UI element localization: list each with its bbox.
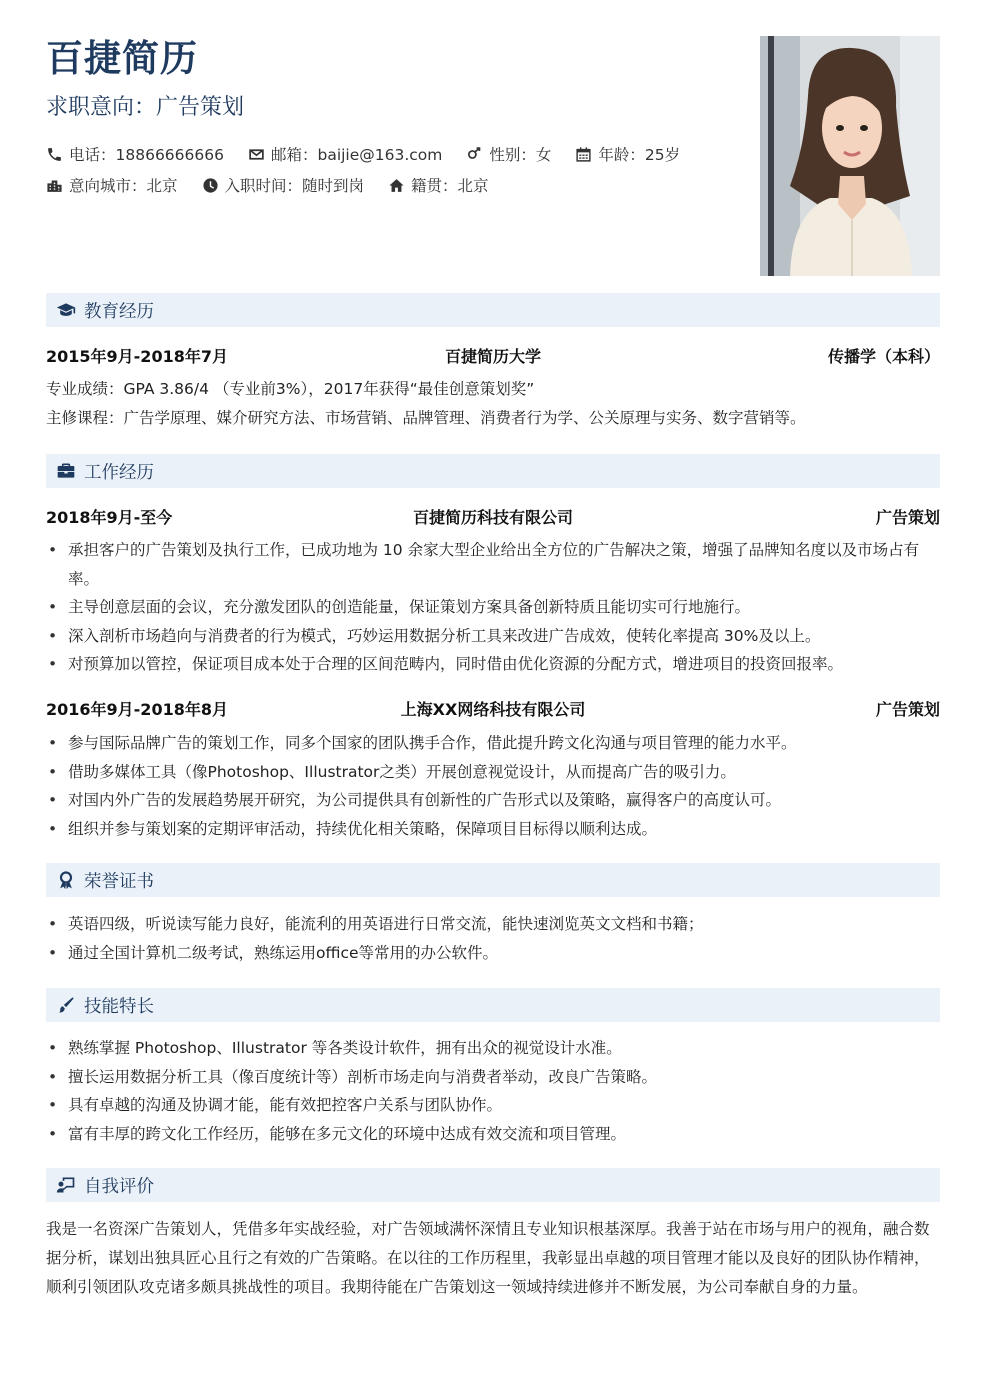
calendar-icon (575, 146, 592, 163)
list-item: • 组织并参与策划案的定期评审活动，持续优化相关策略，保障项目目标得以顺利达成。 (46, 815, 940, 844)
hometown-text: 籍贯：北京 (411, 177, 489, 195)
education-major: 传播学（本科） (827, 347, 940, 366)
profile-photo (760, 36, 940, 276)
job-company: 百捷简历科技有限公司 (412, 508, 573, 527)
education-courses: 主修课程：广告学原理、媒介研究方法、市场营销、品牌管理、消费者行为学、公关原理与实务、数字营销等。 (46, 409, 806, 427)
list-item: • 主导创意层面的会议，充分激发团队的创造能量，保证策划方案具备创新特质且能切实可行地施行。 (46, 593, 940, 622)
list-item: • 英语四级，听说读写能力良好，能流利的用英语进行日常交流，能快速浏览英文文档和书籍； (46, 910, 940, 939)
candidate-name: 百捷简历 (46, 37, 198, 80)
job-entry (46, 505, 940, 529)
section-work-title: 工作经历 (84, 462, 154, 483)
section-work-header (46, 454, 940, 488)
paintbrush-icon (56, 995, 76, 1015)
education-grades: 专业成绩：GPA 3.86/4 （专业前3%），2017年获得“最佳创意策划奖” (46, 380, 535, 398)
section-education-header (46, 293, 940, 327)
phone-icon (46, 146, 63, 163)
envelope-icon (248, 146, 265, 163)
job-bullets (46, 729, 940, 843)
list-item: • 富有丰厚的跨文化工作经历，能够在多元文化的环境中达成有效交流和项目管理。 (46, 1120, 940, 1149)
list-item: • 借助多媒体工具（像Photoshop、Illustrator之类）开展创意视觉设计，从而提高广告的吸引力。 (46, 758, 940, 787)
education-period: 2015年9月-2018年7月 (46, 347, 228, 366)
education-entry (46, 344, 940, 368)
phone-text: 电话：18866666666 (69, 146, 224, 164)
section-honors-header (46, 863, 940, 897)
section-skills-title: 技能特长 (84, 996, 154, 1017)
job-intent: 求职意向：广告策划 (46, 95, 245, 120)
section-self-eval-title: 自我评价 (84, 1176, 154, 1197)
section-self-eval-header (46, 1168, 940, 1202)
age-info (575, 143, 680, 165)
list-item: • 具有卓越的沟通及协调才能，能有效把控客户关系与团队协作。 (46, 1091, 940, 1120)
list-item: • 承担客户的广告策划及执行工作，已成功地为 10 余家大型企业给出全方位的广告解决之策，增强了品牌知名度以及市场占有率。 (46, 536, 940, 593)
award-ribbon-icon (56, 870, 76, 890)
job-bullets (46, 536, 940, 679)
home-icon (388, 177, 405, 194)
presenter-board-icon (56, 1175, 76, 1195)
list-item: • 熟练掌握 Photoshop、Illustrator 等各类设计软件，拥有出众的视觉设计水准。 (46, 1034, 940, 1063)
job-role: 广告策划 (875, 508, 940, 527)
job-entry (46, 697, 940, 721)
list-item: • 参与国际品牌广告的策划工作，同多个国家的团队携手合作，借此提升跨文化沟通与项目管理的能力水平。 (46, 729, 940, 758)
hometown-info (388, 174, 489, 196)
self-eval-text: 我是一名资深广告策划人，凭借多年实战经验，对广告领域满怀深情且专业知识根基深厚。我善于站在市场与用户的视角，融合数据分析，谋划出独具匠心且行之有效的广告策略。在以往的工作历程里，我彰显出卓越的项目管理才能以及良好的团队协作精神，顺利引领团队攻克诸多颇具挑战性的项目。我期待能在广告策划这一领域持续进修并不断发展，为公司奉献自身的力量。 (46, 1220, 930, 1296)
section-honors-title: 荣誉证书 (84, 871, 154, 892)
phone-info (46, 143, 224, 165)
honors-bullets (46, 910, 940, 967)
job-role: 广告策划 (875, 700, 940, 719)
section-education-title: 教育经历 (84, 301, 154, 322)
gender-info (466, 143, 551, 165)
skills-bullets (46, 1034, 940, 1148)
portrait-illustration (760, 36, 940, 276)
list-item: • 通过全国计算机二级考试，熟练运用office等常用的办公软件。 (46, 939, 940, 968)
email-info (248, 143, 442, 165)
entry-time-info (202, 174, 365, 196)
section-skills-header (46, 988, 940, 1022)
email-text: 邮箱：baijie@163.com (270, 146, 443, 164)
city-info (46, 174, 178, 196)
list-item: • 擅长运用数据分析工具（像百度统计等）剖析市场走向与消费者举动，改良广告策略。 (46, 1063, 940, 1092)
job-period: 2016年9月-2018年8月 (46, 700, 228, 719)
contact-row-1 (46, 143, 704, 165)
list-item: • 对国内外广告的发展趋势展开研究，为公司提供具有创新性的广告形式以及策略，赢得客户的高度认可。 (46, 786, 940, 815)
clock-icon (202, 177, 219, 194)
age-text: 年龄：25岁 (598, 146, 681, 164)
city-text: 意向城市：北京 (69, 177, 178, 195)
job-period: 2018年9月-至今 (46, 508, 173, 527)
list-item: • 深入剖析市场趋向与消费者的行为模式，巧妙运用数据分析工具来改进广告成效，使转化率提高 30%及以上。 (46, 622, 940, 651)
list-item: • 对预算加以管控，保证项目成本处于合理的区间范畴内，同时借由优化资源的分配方式，增进项目的投资回报率。 (46, 650, 940, 679)
briefcase-icon (56, 461, 76, 481)
education-school: 百捷简历大学 (444, 347, 541, 366)
contact-row-2 (46, 174, 513, 196)
entry-time-text: 入职时间：随时到岗 (224, 177, 365, 195)
graduation-cap-icon (56, 300, 76, 320)
gender-text: 性别：女 (489, 146, 552, 164)
gender-icon (466, 146, 483, 163)
city-icon (46, 177, 63, 194)
education-details (46, 375, 940, 433)
job-company: 上海XX网络科技有限公司 (400, 700, 586, 719)
